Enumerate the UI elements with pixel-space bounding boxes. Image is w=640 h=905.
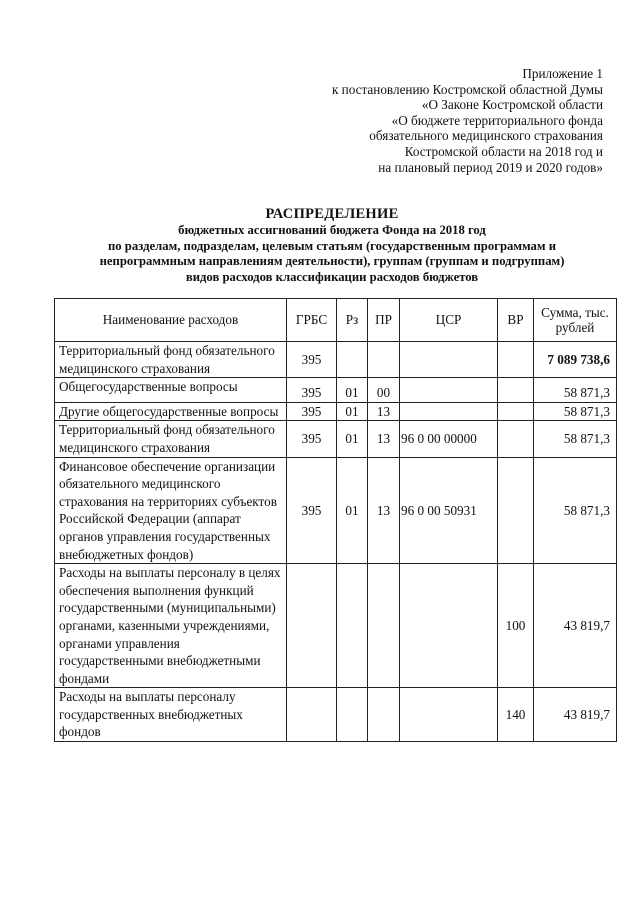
cell-csr: 96 0 00 50931: [400, 457, 498, 564]
cell-sum: 58 871,3: [534, 421, 617, 457]
cell-grbs: 395: [287, 342, 337, 378]
cell-pr: [368, 564, 400, 688]
cell-csr: [400, 402, 498, 421]
cell-csr: [400, 378, 498, 403]
title-line: непрограммным направлениям деятельности), группам (группам и подгруппам): [99, 254, 565, 269]
cell-grbs: 395: [287, 457, 337, 564]
table-row: [55, 342, 617, 378]
header-grbs: ГРБС: [287, 299, 337, 342]
cell-vr: [498, 342, 534, 378]
cell-sum: 58 871,3: [534, 457, 617, 564]
expenses-table: [54, 298, 617, 742]
cell-pr: 13: [368, 402, 400, 421]
cell-vr: [498, 402, 534, 421]
appendix-header: [332, 66, 603, 175]
title-main: РАСПРЕДЕЛЕНИЕ: [265, 206, 399, 222]
appendix-line: «О Законе Костромской области: [421, 97, 603, 113]
cell-pr: 13: [368, 457, 400, 564]
cell-name: Расходы на выплаты персоналу государственных внебюджетных фондов: [55, 688, 287, 742]
cell-csr: [400, 688, 498, 742]
cell-name: Общегосударственные вопросы: [55, 378, 287, 403]
table-row: [55, 402, 617, 421]
header-rz: Рз: [337, 299, 368, 342]
cell-sum: 58 871,3: [534, 402, 617, 421]
cell-pr: 00: [368, 378, 400, 403]
cell-vr: [498, 378, 534, 403]
table-row: [55, 688, 617, 742]
table-row: [55, 421, 617, 457]
cell-rz: [337, 342, 368, 378]
table-row: [55, 457, 617, 564]
cell-grbs: 395: [287, 402, 337, 421]
header-name: Наименование расходов: [55, 299, 287, 342]
appendix-line: Костромской области на 2018 год и: [404, 143, 603, 159]
header-sum: Сумма, тыс. рублей: [534, 299, 617, 342]
cell-sum: 43 819,7: [534, 688, 617, 742]
cell-rz: [337, 688, 368, 742]
cell-rz: [337, 564, 368, 688]
cell-vr: 140: [498, 688, 534, 742]
cell-vr: 100: [498, 564, 534, 688]
title-line: видов расходов классификации расходов бюджетов: [185, 269, 479, 284]
cell-vr: [498, 421, 534, 457]
cell-name: Финансовое обеспечение организации обязательного медицинского страхования на территориях субъектов Российской Федерации (аппарат органов управления государственных внебюджетных фондов): [55, 457, 287, 564]
header-pr: ПР: [368, 299, 400, 342]
cell-grbs: 395: [287, 378, 337, 403]
header-csr: ЦСР: [400, 299, 498, 342]
cell-rz: 01: [337, 457, 368, 564]
cell-rz: 01: [337, 378, 368, 403]
appendix-line: на плановый период 2019 и 2020 годов»: [378, 159, 603, 175]
document-title: [40, 206, 624, 285]
cell-sum: 58 871,3: [534, 378, 617, 403]
cell-pr: [368, 688, 400, 742]
appendix-line: «О бюджете территориального фонда: [391, 112, 603, 128]
cell-vr: [498, 457, 534, 564]
title-line: бюджетных ассигнований бюджета Фонда на 2018 год: [178, 223, 486, 237]
cell-sum: 7 089 738,6: [534, 342, 617, 378]
title-line: по разделам, подразделам, целевым статьям (государственным программам и: [107, 238, 557, 253]
table-row: [55, 378, 617, 403]
cell-csr: 96 0 00 00000: [400, 421, 498, 457]
cell-name: Расходы на выплаты персоналу в целях обеспечения выполнения функций государственными (муниципальными) органами, казенными учреждениями, органами управления государственными внебюджетными фондами: [55, 564, 287, 688]
cell-grbs: [287, 688, 337, 742]
cell-name: Другие общегосударственные вопросы: [55, 402, 287, 421]
appendix-line: обязательного медицинского страхования: [369, 128, 603, 144]
table-row: [55, 564, 617, 688]
cell-grbs: [287, 564, 337, 688]
table-header-row: [55, 299, 617, 342]
cell-csr: [400, 564, 498, 688]
cell-pr: [368, 342, 400, 378]
cell-grbs: 395: [287, 421, 337, 457]
header-vr: ВР: [498, 299, 534, 342]
cell-name: Территориальный фонд обязательного медицинского страхования: [55, 342, 287, 378]
cell-csr: [400, 342, 498, 378]
cell-rz: 01: [337, 421, 368, 457]
appendix-line: Приложение 1: [522, 66, 603, 81]
cell-name: Территориальный фонд обязательного медицинского страхования: [55, 421, 287, 457]
cell-pr: 13: [368, 421, 400, 457]
cell-sum: 43 819,7: [534, 564, 617, 688]
cell-rz: 01: [337, 402, 368, 421]
appendix-line: к постановлению Костромской областной Думы: [331, 81, 603, 97]
